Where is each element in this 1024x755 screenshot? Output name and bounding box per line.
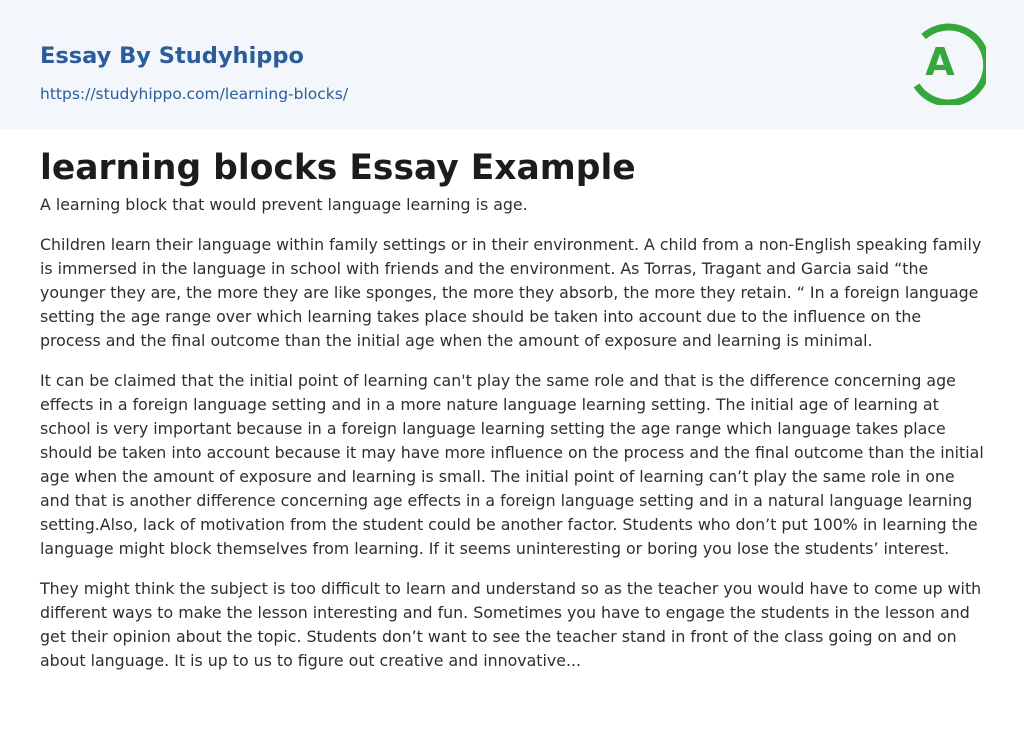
page-url-link[interactable]: https://studyhippo.com/learning-blocks/ xyxy=(40,85,349,103)
site-title[interactable]: Essay By Studyhippo xyxy=(40,43,304,69)
essay-paragraph: A learning block that would prevent language learning is age. xyxy=(40,195,528,214)
essay-paragraph: It can be claimed that the initial point of learning can't play the same role and that is the difference concerning age effects in a foreign language setting and in a more nature language learning setting. The initial age of learning at school is very important because in a foreign language learning setting the age range which language takes place should be taken into account because it may have more influence on the process and the final outcome than the initial age when the amount of exposure and learning is small. The initial point of learning can’t play the same role in one and that is another difference concerning age effects in a foreign language setting and in a natural language learning setting.Also, lack of motivation from the student could be another factor. Students who don’t put 100% in learning the language might block themselves from learning. If it seems uninteresting or boring you lose the students’ interest. xyxy=(40,371,984,558)
essay-content xyxy=(40,145,986,689)
studyhippo-logo-icon[interactable] xyxy=(910,19,986,105)
essay-paragraph: Children learn their language within family settings or in their environment. A child from a non-English speaking family is immersed in the language in school with friends and the environment. As Torras, Tragant and Garcia said “the younger they are, the more they are like sponges, the more they absorb, the more they retain. “ In a foreign language setting the age range over which learning takes place should be taken into account due to the influence on the process and the final outcome than the initial age when the amount of exposure and learning is minimal. xyxy=(40,235,982,350)
essay-title: learning blocks Essay Example xyxy=(40,148,636,188)
essay-paragraph: They might think the subject is too difficult to learn and understand so as the teacher you would have to come up with different ways to make the lesson interesting and fun. Sometimes you have to engage the students in the lesson and get their opinion about the topic. Students don’t want to see the teacher stand in front of the class going on and on about language. It is up to us to figure out creative and innovative... xyxy=(40,579,982,670)
site-header xyxy=(0,0,1024,129)
logo-letter: A xyxy=(925,40,955,84)
